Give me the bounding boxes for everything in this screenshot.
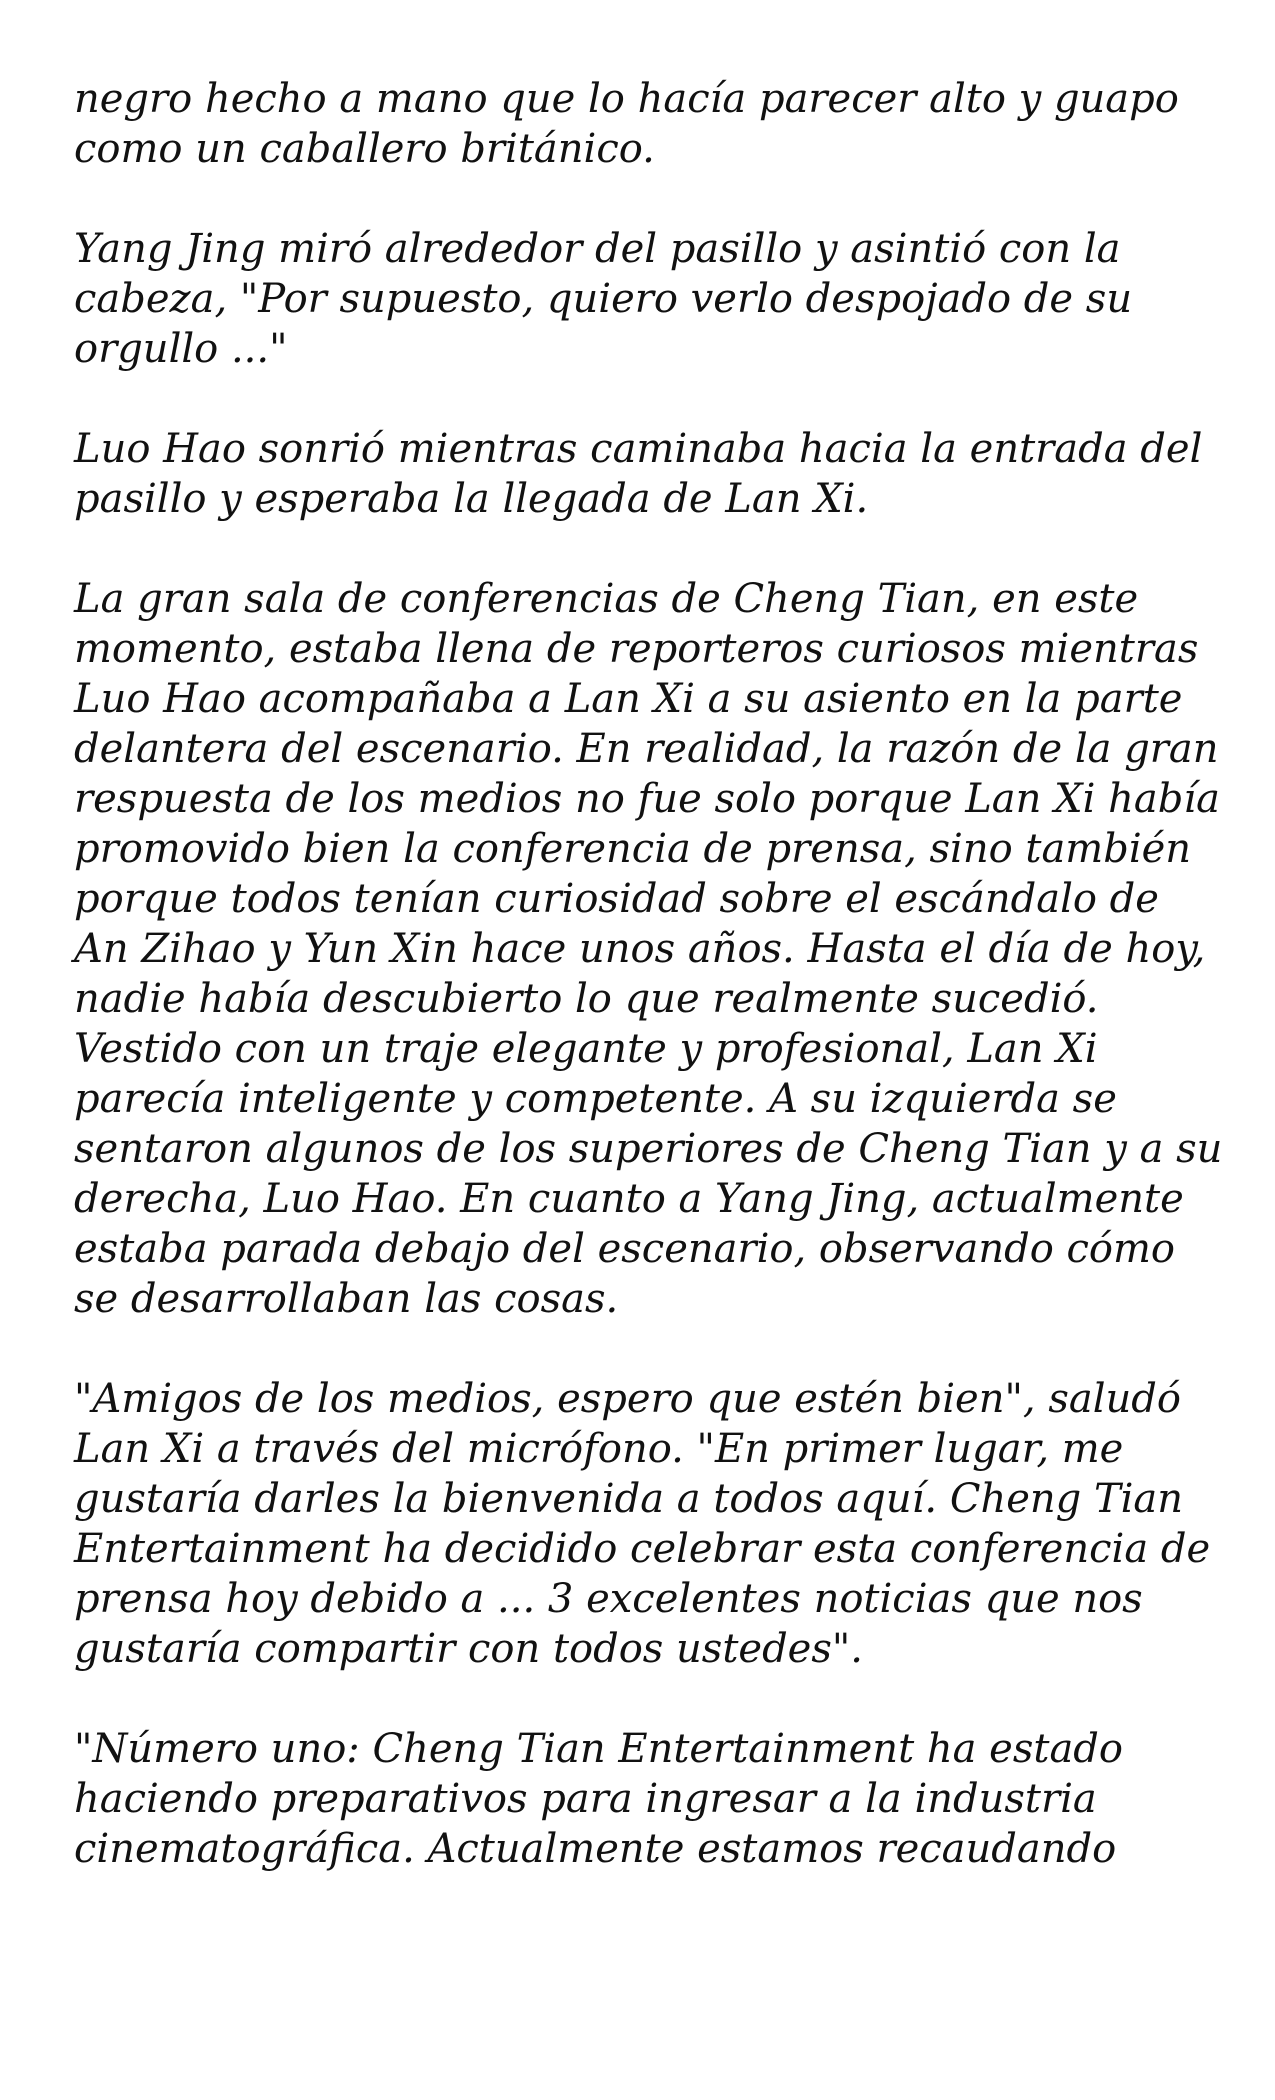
document-body [74, 74, 1224, 1874]
paragraph: Yang Jing miró alrededor del pasillo y asintió con la cabeza, "Por supuesto, quiero verlo despojado de su orgullo ..." [74, 226, 1133, 372]
paragraph: negro hecho a mano que lo hacía parecer alto y guapo como un caballero británico. [74, 76, 1179, 172]
paragraph: Luo Hao sonrió mientras caminaba hacia la entrada del pasillo y esperaba la llegada de Lan Xi. [74, 426, 1203, 522]
paragraph: "Amigos de los medios, espero que estén bien", saludó Lan Xi a través del micrófono. "En primer lugar, me gustaría darles la bienvenida a todos aquí. Cheng Tian Entertainment ha decidido celebrar esta conferencia de prensa hoy debido a ... 3 excelentes noticias que nos gustaría compartir con todos ustedes". [74, 1376, 1211, 1672]
paragraph: "Número uno: Cheng Tian Entertainment ha estado haciendo preparativos para ingresar a la industria cinematográfica. Actualmente estamos recaudando [74, 1726, 1123, 1872]
paragraph: La gran sala de conferencias de Cheng Tian, en este momento, estaba llena de reporteros curiosos mientras Luo Hao acompañaba a Lan Xi a su asiento en la parte delantera del escenario. En realidad, la razón de la gran respuesta de los medios no fue solo porque Lan Xi había promovido bien la conferencia de prensa, sino también porque todos tenían curiosidad sobre el escándalo de An Zihao y Yun Xin hace unos años. Hasta el día de hoy, nadie había descubierto lo que realmente sucedió. Vestido con un traje elegante y profesional, Lan Xi parecía inteligente y competente. A su izquierda se sentaron algunos de los superiores de Cheng Tian y a su derecha, Luo Hao. En cuanto a Yang Jing, actualmente estaba parada debajo del escenario, observando cómo se desarrollaban las cosas. [74, 576, 1223, 1322]
